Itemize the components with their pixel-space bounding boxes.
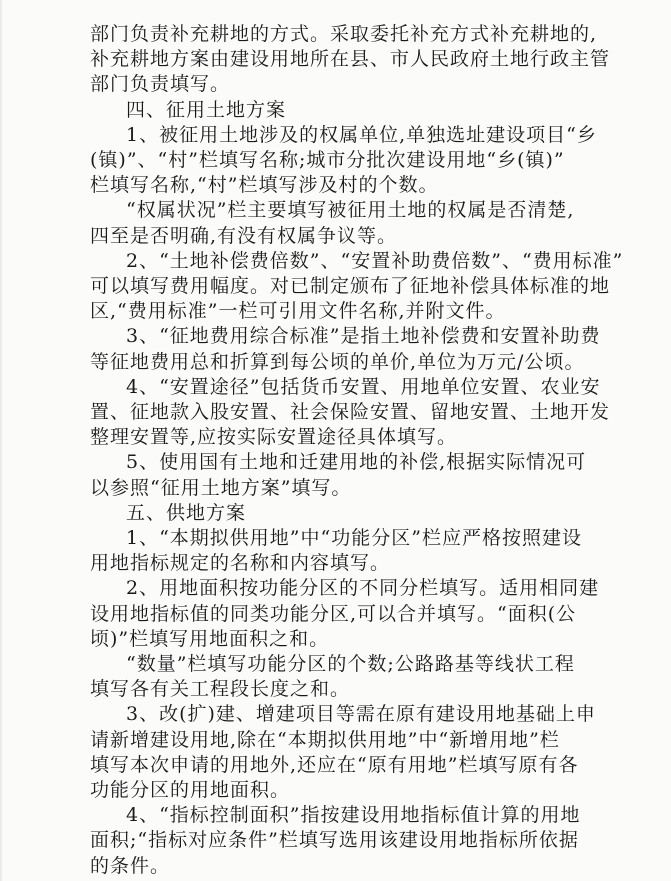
text-line: 4、“指标控制面积”指按建设用地指标值计算的用地 [126,804,581,827]
scan-edge-shadow [0,0,3,881]
text-line: 补充耕地方案由建设用地所在县、市人民政府土地行政主管 [90,48,611,71]
text-line: 2、用地面积按功能分区的不同分栏填写。适用相同建 [126,577,600,600]
text-line: 用地指标规定的名称和内容填写。 [90,552,391,575]
text-line: 可以填写费用幅度。对已制定颁布了征地补偿具体标准的地 [90,275,611,297]
text-line: 填写本次申请的用地外,还应在“原有用地”栏填写原有各 [90,753,579,776]
text-line: 功能分区的用地面积。 [90,779,291,801]
text-line: (镇)”、“村”栏填写名称;城市分批次建设用地“乡(镇)” [90,149,565,171]
text-line: 栏填写名称,“村”栏填写涉及村的个数。 [90,174,439,197]
text-line: “权属状况”栏主要填写被征用土地的权属是否清楚, [126,199,575,222]
text-line: “数量”栏填写功能分区的个数;公路路基等线状工程 [126,653,575,675]
text-line: 1、被征用土地涉及的权属单位,单独选址建设项目“乡 [126,123,597,146]
section-heading: 五、供地方案 [126,501,247,524]
text-line: 区,“费用标准”一栏可引用文件名称,并附文件。 [90,300,506,323]
text-line: 1、“本期拟供用地”中“功能分区”栏应严格按照建设 [126,527,582,549]
text-line: 4、“安置途径”包括货币安置、用地单位安置、农业安 [126,375,601,398]
section-heading: 四、征用土地方案 [126,98,287,121]
text-line: 整理安置等,应按实际安置途径具体填写。 [90,426,458,449]
text-line: 面积;“指标对应条件”栏填写选用该建设用地指标所依据 [90,829,579,852]
text-line: 部门负责补充耕地的方式。采取委托补充方式补充耕地的, [90,23,598,45]
text-line: 四至是否明确,有没有权属争议等。 [90,224,398,247]
text-line: 顷)”栏填写用地面积之和。 [90,627,330,650]
text-line: 的条件。 [90,854,171,877]
text-line: 5、使用国有土地和迁建用地的补偿,根据实际情况可 [126,451,587,474]
text-line: 3、改(扩)建、增建项目等需在原有建设用地基础上申 [126,703,596,726]
text-line: 置、征地款入股安置、社会保险安置、留地安置、土地开发 [90,401,611,423]
text-line: 部门负责填写。 [90,73,231,96]
text-line: 3、“征地费用综合标准”是指土地补偿费和安置补助费 [126,325,601,348]
text-line: 等征地费用总和折算到每公顷的单价,单位为万元/公顷。 [90,350,585,373]
text-line: 以参照“征用土地方案”填写。 [90,476,352,499]
text-line: 设用地指标值的同类功能分区,可以合并填写。“面积(公 [90,602,577,625]
text-line: 请新增建设用地,除在“本期拟供用地”中“新增用地”栏 [90,728,560,751]
text-line: 2、“土地补偿费倍数”、“安置补助费倍数”、“费用标准” [126,249,624,272]
text-line: 填写各有关工程段长度之和。 [90,678,351,701]
